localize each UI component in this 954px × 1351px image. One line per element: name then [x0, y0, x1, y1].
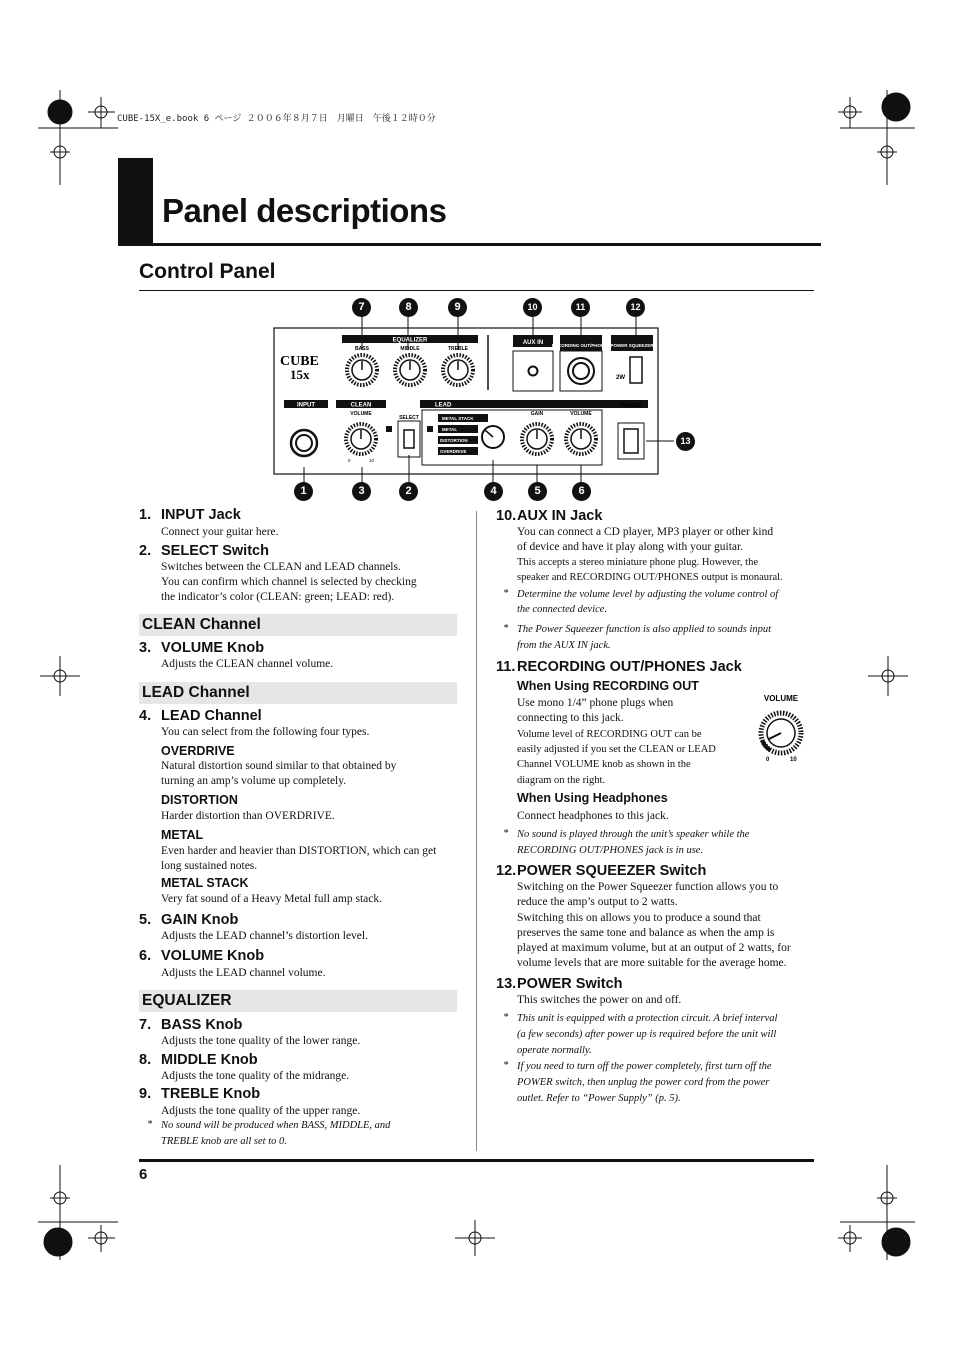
- callout-12: 12: [626, 298, 645, 317]
- callout-1: 1: [294, 482, 313, 501]
- item-11-title: RECORDING OUT/PHONES Jack: [517, 659, 742, 675]
- callout-13: 13: [676, 432, 695, 451]
- section-title: Control Panel: [139, 260, 276, 283]
- reg-target-icon: [44, 1228, 72, 1256]
- svg-text:GAIN: GAIN: [530, 411, 544, 417]
- item-9-title: TREBLE Knob: [161, 1086, 261, 1102]
- group-equalizer: EQUALIZER: [139, 990, 457, 1012]
- column-divider: [476, 511, 477, 1151]
- svg-text:POWER: POWER: [620, 403, 642, 409]
- item-5-title: GAIN Knob: [161, 912, 239, 928]
- select-switch[interactable]: [404, 430, 414, 448]
- svg-text:OVERDRIVE: OVERDRIVE: [440, 449, 467, 454]
- section-rule: [139, 290, 814, 291]
- svg-text:RECORDING OUT/PHONES: RECORDING OUT/PHONES: [551, 343, 611, 348]
- svg-text:10: 10: [369, 458, 375, 463]
- svg-text:SELECT: SELECT: [399, 415, 419, 421]
- svg-text:DISTORTION: DISTORTION: [440, 438, 468, 443]
- recording-out-jack[interactable]: [568, 358, 594, 384]
- reg-target-icon: [882, 93, 910, 121]
- svg-text:AUX IN: AUX IN: [522, 340, 544, 346]
- item-10-title: AUX IN Jack: [517, 508, 603, 524]
- svg-text:10: 10: [790, 757, 797, 763]
- svg-text:LEAD: LEAD: [435, 402, 452, 409]
- item-3-title: VOLUME Knob: [161, 640, 265, 656]
- logo-sub: 15x: [290, 367, 310, 382]
- item-7-title: BASS Knob: [161, 1017, 243, 1033]
- svg-text:0: 0: [348, 458, 351, 463]
- item-4-title: LEAD Channel: [161, 708, 262, 724]
- lead-volume-knob[interactable]: [566, 424, 596, 454]
- callout-6: 6: [572, 482, 591, 501]
- middle-knob[interactable]: [395, 355, 425, 385]
- svg-text:BASS: BASS: [355, 346, 369, 352]
- callout-9: 9: [448, 298, 467, 317]
- treble-knob[interactable]: [443, 355, 473, 385]
- svg-text:EQUALIZER: EQUALIZER: [392, 337, 428, 344]
- svg-text:0: 0: [766, 757, 770, 763]
- callout-8: 8: [399, 298, 418, 317]
- callout-11: 11: [571, 298, 590, 317]
- callout-5: 5: [528, 482, 547, 501]
- svg-text:METAL STACK: METAL STACK: [442, 416, 474, 421]
- callout-10: 10: [523, 298, 542, 317]
- aux-in-jack[interactable]: [529, 367, 538, 376]
- title-rule: [118, 243, 821, 246]
- svg-text:POWER SQUEEZER: POWER SQUEEZER: [610, 343, 654, 348]
- item-8-title: MIDDLE Knob: [161, 1052, 258, 1068]
- svg-text:2W: 2W: [616, 375, 625, 381]
- item-2-title: SELECT Switch: [161, 543, 269, 559]
- lead-channel-knob[interactable]: [482, 426, 504, 448]
- svg-text:CLEAN: CLEAN: [350, 402, 372, 409]
- logo-main: CUBE: [280, 354, 319, 369]
- gain-knob[interactable]: [522, 424, 552, 454]
- power-squeezer-switch[interactable]: [630, 357, 642, 383]
- svg-text:INPUT: INPUT: [297, 402, 315, 409]
- svg-text:TREBLE: TREBLE: [448, 346, 468, 352]
- item-6-title: VOLUME Knob: [161, 948, 265, 964]
- item-1-title: INPUT Jack: [161, 507, 241, 523]
- control-panel-diagram: [270, 295, 690, 505]
- svg-text:VOLUME: VOLUME: [763, 694, 799, 703]
- file-header-line: CUBE-15X_e.book 6 ページ ２００６年８月７日 月曜日 午後１２時０分: [117, 114, 436, 124]
- callout-7: 7: [352, 298, 371, 317]
- svg-text:VOLUME: VOLUME: [350, 411, 372, 417]
- callout-2: 2: [399, 482, 418, 501]
- volume-setting-diagram: [748, 690, 814, 766]
- item-12-title: POWER SQUEEZER Switch: [517, 863, 707, 879]
- page-title: Panel descriptions: [162, 192, 447, 229]
- title-block-bar: [118, 158, 153, 246]
- bass-knob[interactable]: [347, 355, 377, 385]
- reg-target-icon: [882, 1228, 910, 1256]
- group-lead-channel: LEAD Channel: [139, 682, 457, 704]
- input-jack[interactable]: [291, 430, 317, 456]
- footer-rule: [139, 1159, 814, 1162]
- item-1-num: 1.: [139, 507, 152, 523]
- item-13-title: POWER Switch: [517, 976, 623, 992]
- clean-volume-knob[interactable]: [346, 424, 376, 454]
- svg-text:METAL: METAL: [442, 427, 458, 432]
- svg-text:VOLUME: VOLUME: [570, 411, 592, 417]
- page-number: 6: [139, 1166, 148, 1183]
- callout-3: 3: [352, 482, 371, 501]
- callout-4: 4: [484, 482, 503, 501]
- svg-text:MIDDLE: MIDDLE: [400, 346, 420, 352]
- power-switch[interactable]: [624, 429, 638, 453]
- group-clean-channel: CLEAN Channel: [139, 614, 457, 636]
